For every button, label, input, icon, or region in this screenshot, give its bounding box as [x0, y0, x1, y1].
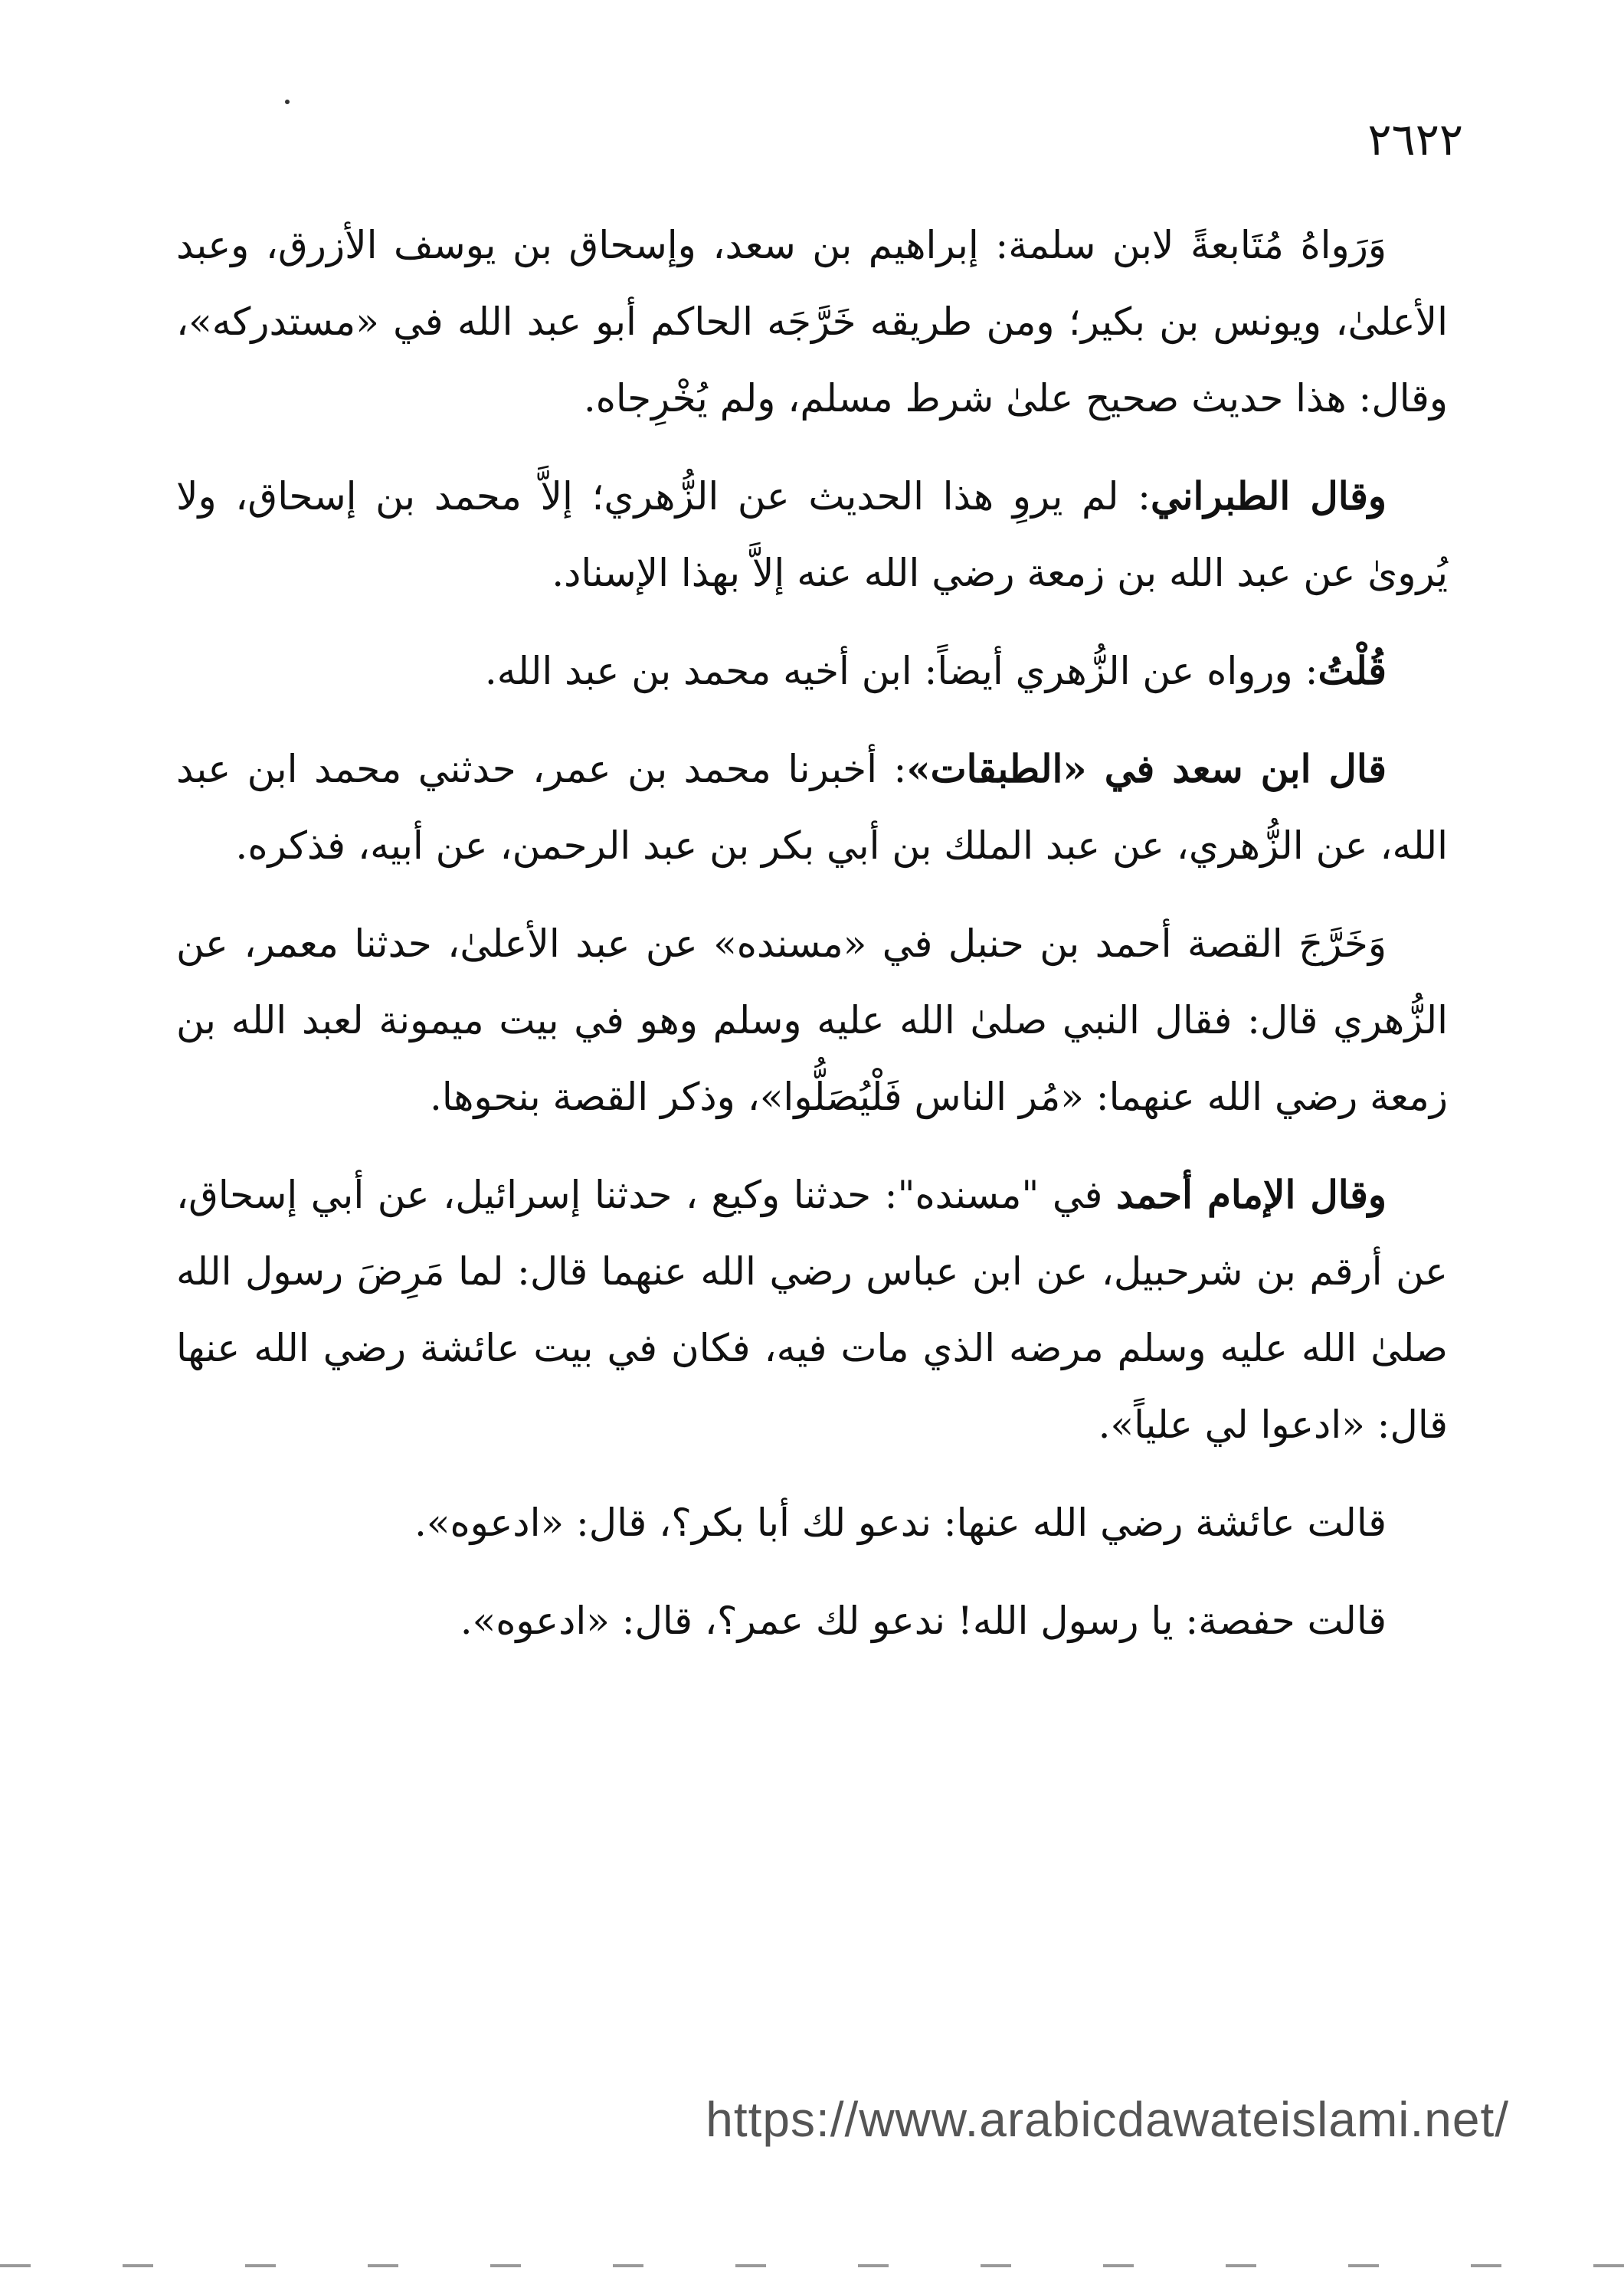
- paragraph-8-text: قالت حفصة: يا رسول الله! ندعو لك عمر؟، قال: «ادعوه».: [460, 1599, 1387, 1643]
- scan-footer-edge: [0, 2264, 1624, 2267]
- page-number: ٢٦٢٢: [1367, 113, 1463, 165]
- paragraph-3-lead: قُلْتُ: [1318, 648, 1387, 693]
- paragraph-2-text: : لم يروِ هذا الحديث عن الزُّهري؛ إلاَّ محمد بن إسحاق، ولا يُروىٰ عن عبد الله بن زمعة رضي الله عنه إلاَّ بهذا الإسناد.: [176, 474, 1448, 595]
- paragraph-4: [176, 731, 1448, 884]
- paragraph-3-text: : ورواه عن الزُّهري أيضاً: ابن أخيه محمد بن عبد الله.: [484, 649, 1318, 693]
- page-body: [176, 207, 1448, 1681]
- paragraph-2: [176, 458, 1448, 611]
- paragraph-4-text: : أخبرنا محمد بن عمر، حدثني محمد ابن عبد الله، عن الزُّهري، عن عبد الملك بن أبي بكر بن عبد الرحمن، عن أبيه، فذكره.: [176, 747, 1448, 868]
- source-watermark: https://www.arabicdawateislami.net/: [706, 2092, 1509, 2147]
- ink-speck: [285, 100, 290, 104]
- paragraph-2-lead: وقال الطبراني: [1150, 473, 1387, 519]
- paragraph-3: [176, 633, 1448, 709]
- paragraph-7: [176, 1484, 1448, 1561]
- paragraph-7-text: قالت عائشة رضي الله عنها: ندعو لك أبا بكر؟، قال: «ادعوه».: [414, 1501, 1387, 1545]
- paragraph-4-lead: قال ابن سعد في «الطبقات»: [906, 746, 1387, 791]
- paragraph-1-text: وَرَواهُ مُتَابعةً لابن سلمة: إبراهيم بن سعد، وإسحاق بن يوسف الأزرق، وعبد الأعلىٰ، ويونس بن بكير؛ ومن طريقه خَرَّجَه الحاكم أبو عبد الله في «مستدركه»، وقال: هذا حديث صحيح علىٰ شرط مسلم، ولم يُخْرِجاه.: [176, 223, 1448, 421]
- paragraph-6-lead: وقال الإمام أحمد: [1115, 1172, 1387, 1217]
- paragraph-6-text: في "مسنده": حدثنا وكيع ، حدثنا إسرائيل، عن أبي إسحاق، عن أرقم بن شرحبيل، عن ابن عباس رضي الله عنهما قال: لما مَرِضَ رسول الله صلىٰ الله عليه وسلم مرضه الذي مات فيه، فكان في بيت عائشة رضي الله عنها قال: «ادعوا لي علياً».: [176, 1173, 1448, 1447]
- paragraph-5-text: وَخَرَّجَ القصة أحمد بن حنبل في «مسنده» عن عبد الأعلىٰ، حدثنا معمر، عن الزُّهري قال: فقال النبي صلىٰ الله عليه وسلم وهو في بيت ميمونة لعبد الله بن زمعة رضي الله عنهما: «مُر الناس فَلْيُصَلُّوا»، وذكر القصة بنحوها.: [176, 921, 1448, 1119]
- paragraph-6: [176, 1157, 1448, 1463]
- paragraph-5: [176, 905, 1448, 1135]
- paragraph-1: [176, 207, 1448, 437]
- paragraph-8: [176, 1582, 1448, 1659]
